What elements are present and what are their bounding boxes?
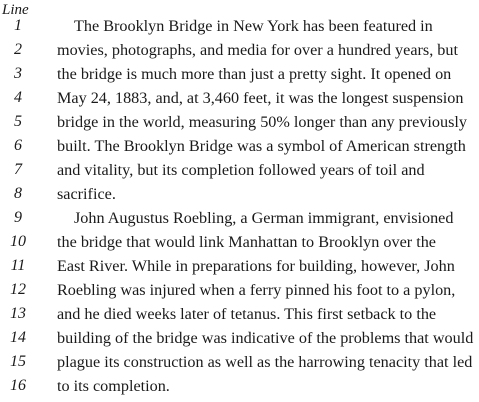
line-number: 9 xyxy=(14,209,22,226)
line-number: 15 xyxy=(10,353,26,370)
line-text: movies, photographs, and media for over a hundred years, but xyxy=(57,41,458,59)
passage-line xyxy=(0,230,479,254)
line-text: bridge in the world, measuring 50% longer than any previously xyxy=(57,113,467,131)
line-number: 7 xyxy=(14,161,22,178)
passage-line xyxy=(0,350,479,374)
line-text: May 24, 1883, and, at 3,460 feet, it was the longest suspension xyxy=(57,89,464,107)
line-text: plague its construction as well as the harrowing tenacity that led xyxy=(57,353,473,371)
line-text: the bridge that would link Manhattan to Brooklyn over the xyxy=(57,233,436,251)
line-text: sacrifice. xyxy=(57,185,116,203)
line-text: The Brooklyn Bridge in New York has been featured in xyxy=(74,17,433,35)
passage-line xyxy=(0,278,479,302)
line-number: 3 xyxy=(14,65,22,82)
line-text: the bridge is much more than just a pretty sight. It opened on xyxy=(57,65,452,83)
line-number: 2 xyxy=(14,41,22,58)
passage-line xyxy=(0,182,479,206)
line-number: 13 xyxy=(10,305,26,322)
line-text: John Augustus Roebling, a German immigrant, envisioned xyxy=(74,209,454,227)
passage-line xyxy=(0,110,479,134)
passage-line xyxy=(0,374,479,398)
line-number: 10 xyxy=(10,233,26,250)
line-number: 8 xyxy=(14,185,22,202)
passage-line xyxy=(0,254,479,278)
line-text: to its completion. xyxy=(57,377,170,395)
passage-line xyxy=(0,62,479,86)
line-column-header: Line xyxy=(2,2,29,18)
line-text: Roebling was injured when a ferry pinned his foot to a pylon, xyxy=(57,281,456,299)
passage-line xyxy=(0,14,479,38)
line-text: building of the bridge was indicative of the problems that would xyxy=(57,329,474,347)
line-number: 16 xyxy=(10,377,26,394)
line-number: 6 xyxy=(14,137,22,154)
line-number: 14 xyxy=(10,329,26,346)
passage-line xyxy=(0,38,479,62)
line-text: and he died weeks later of tetanus. This first setback to the xyxy=(57,305,437,323)
line-number: 1 xyxy=(14,17,22,34)
line-number: 5 xyxy=(14,113,22,130)
passage-line xyxy=(0,206,479,230)
passage-line xyxy=(0,302,479,326)
line-number: 12 xyxy=(10,281,26,298)
line-text: East River. While in preparations for building, however, John xyxy=(57,257,455,275)
line-number: 11 xyxy=(10,257,26,274)
passage-line xyxy=(0,326,479,350)
passage-line xyxy=(0,86,479,110)
line-text: and vitality, but its completion followed years of toil and xyxy=(57,161,425,179)
line-text: built. The Brooklyn Bridge was a symbol of American strength xyxy=(57,137,466,155)
passage-line xyxy=(0,158,479,182)
line-number: 4 xyxy=(14,89,22,106)
passage-line xyxy=(0,134,479,158)
